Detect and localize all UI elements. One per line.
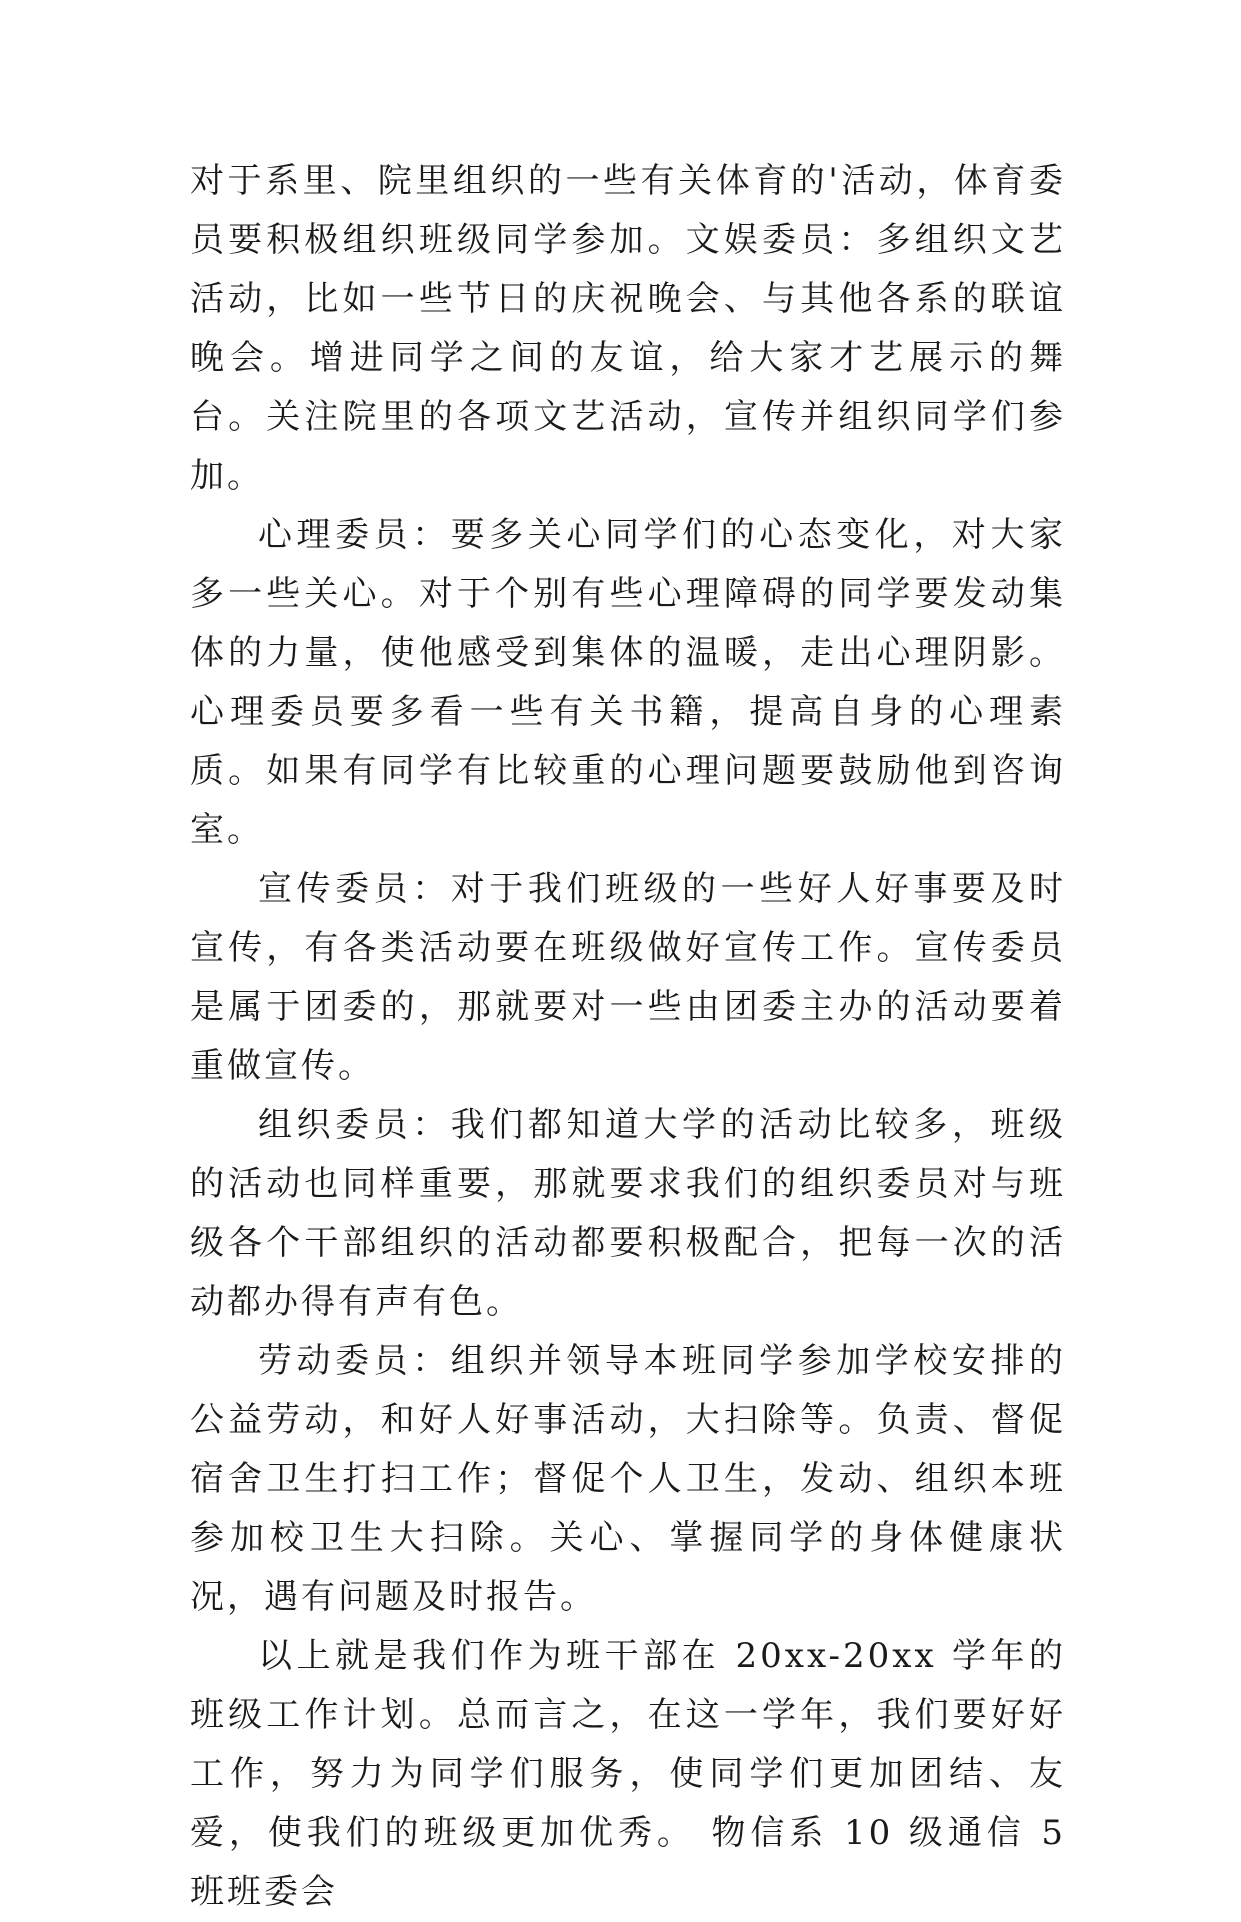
paragraph-conclusion: 以上就是我们作为班干部在 20xx-20xx 学年的班级工作计划。总而言之，在这一学年，我们要好好工作，努力为同学们服务，使同学们更加团结、友爱，使我们的班级更加优秀。 物信系 10 级通信 5 班班委会: [190, 1636, 1066, 1912]
paragraph-publicity-committee: 宣传委员：对于我们班级的一些好人好事要及时宣传，有各类活动要在班级做好宣传工作。宣传委员是属于团委的，那就要对一些由团委主办的活动要着重做宣传。: [190, 869, 1066, 1086]
paragraph-organization-committee: 组织委员：我们都知道大学的活动比较多，班级的活动也同样重要，那就要求我们的组织委员对与班级各个干部组织的活动都要积极配合，把每一次的活动都办得有声有色。: [190, 1105, 1066, 1322]
document-body: [190, 152, 1066, 1922]
paragraph-labor-committee: 劳动委员：组织并领导本班同学参加学校安排的公益劳动，和好人好事活动，大扫除等。负责、督促宿舍卫生打扫工作；督促个人卫生，发动、组织本班参加校卫生大扫除。关心、掌握同学的身体健康状况，遇有问题及时报告。: [190, 1341, 1066, 1617]
paragraph-sports: 对于系里、院里组织的一些有关体育的'活动，体育委员要积极组织班级同学参加。文娱委员：多组织文艺活动，比如一些节日的庆祝晚会、与其他各系的联谊晚会。增进同学之间的友谊，给大家才艺展示的舞台。关注院里的各项文艺活动，宣传并组织同学们参加。: [190, 161, 1066, 496]
paragraph-psychology-committee: 心理委员：要多关心同学们的心态变化，对大家多一些关心。对于个别有些心理障碍的同学要发动集体的力量，使他感受到集体的温暖，走出心理阴影。心理委员要多看一些有关书籍，提高自身的心理素质。如果有同学有比较重的心理问题要鼓励他到咨询室。: [190, 515, 1066, 850]
